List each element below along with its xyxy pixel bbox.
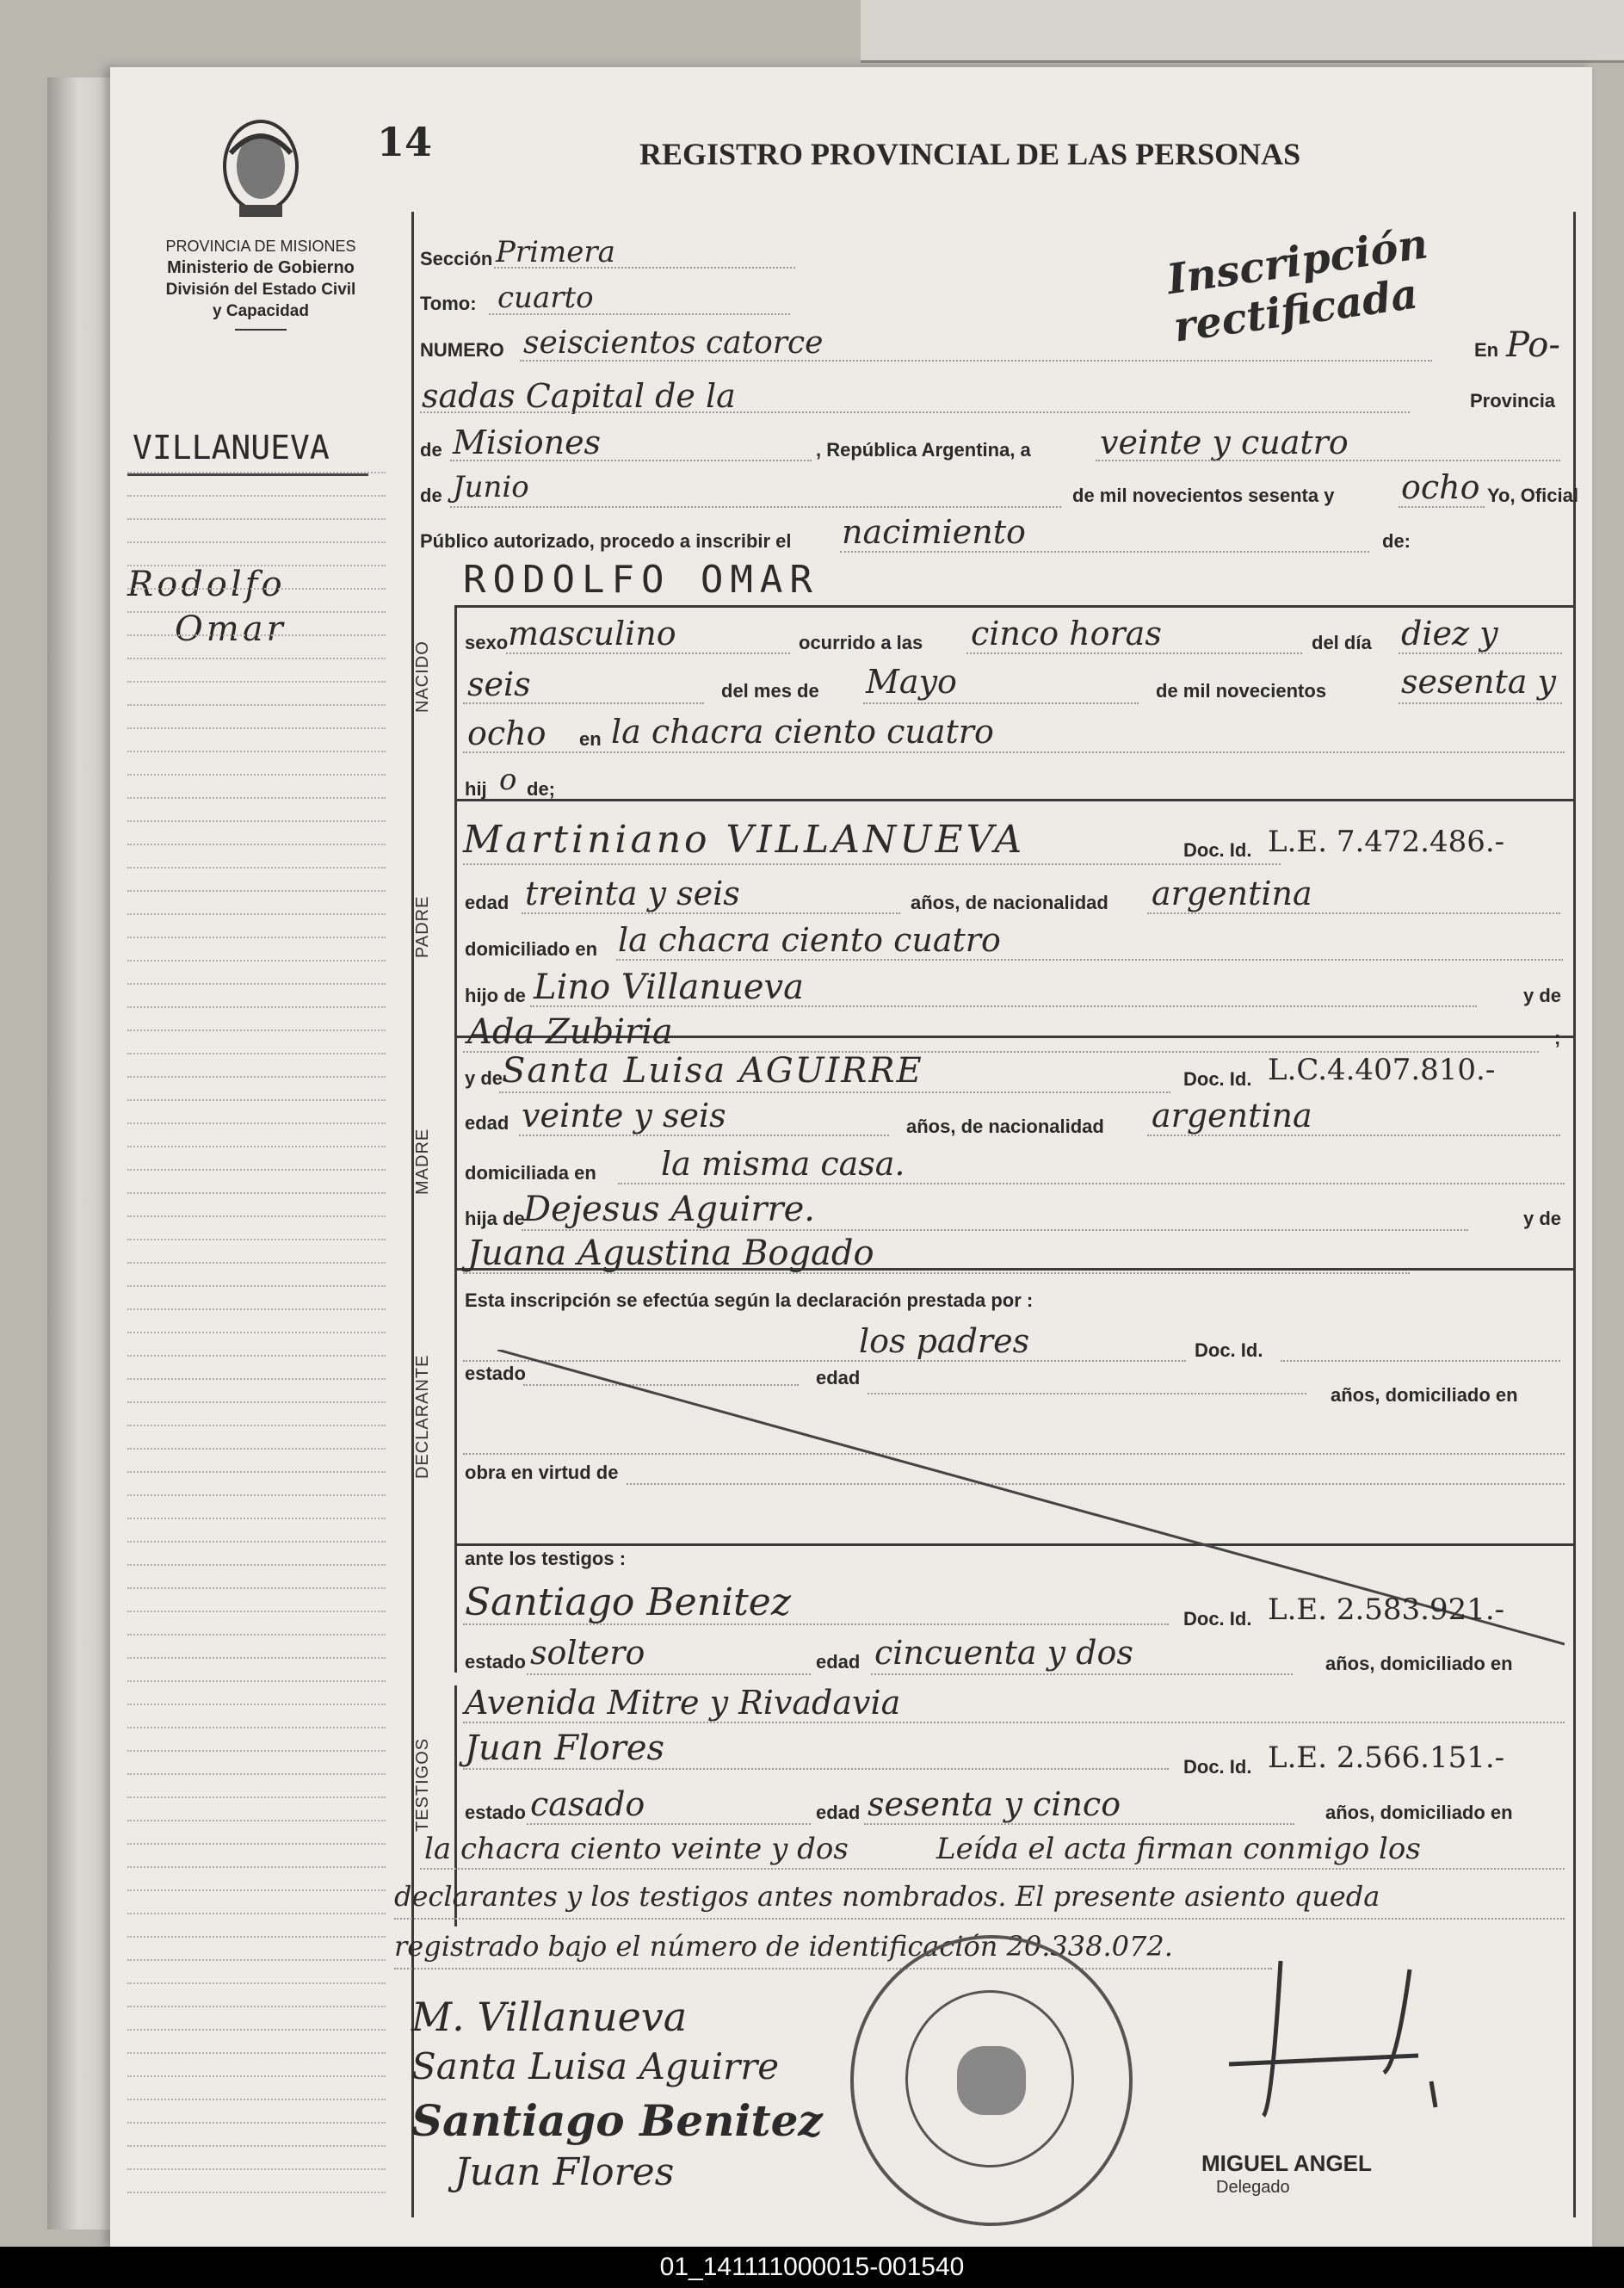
signature-2: Santa Luisa Aguirre [411,2045,780,2087]
margin-rule-line [127,1378,386,1380]
margin-rule-line [127,751,386,752]
margin-rule-line [127,2192,386,2193]
padre-domicilio: la chacra ciento cuatro [618,921,1001,959]
tomo-value: cuarto [497,281,594,315]
anio-nac-value: sesenta y [1401,663,1556,701]
margin-given-name-2: Omar [175,609,287,649]
margin-rule-line [127,960,386,962]
margin-rule-line [127,1796,386,1798]
line2-value: sadas Capital de la [422,377,736,415]
section-label-declarante: DECLARANTE [413,1354,432,1479]
testigo1-doc: L.E. 2.583.921.- [1268,1592,1505,1627]
rectified-note: Inscripción rectificada [1164,220,1431,352]
signature-4: Juan Flores [454,2150,675,2194]
numero-value: seiscientos catorce [523,325,824,361]
division-line: División del Estado Civil [165,281,356,299]
margin-rule-line [127,1913,386,1914]
coat-of-arms-icon [213,119,308,222]
margin-rule-line [127,913,386,915]
margin-rule-line [127,1889,386,1891]
margin-rule-line [127,1704,386,1705]
dia-registro-value: veinte y cuatro [1100,424,1349,461]
margin-rule-line [127,495,386,497]
margin-rule-line [127,1773,386,1775]
margin-rule-line [127,1146,386,1147]
testigo1-domicilio: Avenida Mitre y Rivadavia [465,1684,901,1722]
margin-rule-line [127,2145,386,2147]
padre-doc: L.E. 7.472.486.- [1268,825,1505,859]
margin-rule-line [127,1634,386,1636]
margin-rule-line [127,1843,386,1845]
margin-rule-line [127,2029,386,2031]
margin-rule-line [127,1866,386,1868]
province-block [127,236,394,331]
margin-rule-line [127,658,386,659]
testigo2-edad: sesenta y cinco [868,1785,1121,1823]
anio-nac-value-2: ocho [467,714,546,752]
testigo1-estado: soltero [530,1634,645,1672]
margin-rule-line [127,1750,386,1752]
declaracion-por: los padres [859,1322,1030,1360]
signature-1: M. Villanueva [411,1994,688,2040]
margin-rule-line [127,2052,386,2054]
madre-edad: veinte y seis [522,1097,726,1135]
margin-rule-line [127,1518,386,1519]
section-label-madre: MADRE [413,1128,432,1195]
madre-domicilio: la misma casa. [661,1145,905,1183]
margin-rule-line [127,2099,386,2100]
margin-rule-line [127,2122,386,2124]
form-right-border [1573,212,1576,2217]
capacidad-line: y Capacidad [213,302,309,320]
page-title: REGISTRO PROVINCIAL DE LAS PERSONAS [639,137,1301,171]
margin-rule-line [127,2006,386,2007]
margin-rule-line [127,844,386,845]
margin-rule-line [127,1494,386,1496]
margin-rule-line [127,890,386,892]
section-column [454,605,457,1673]
margin-rule-line [127,1680,386,1682]
acto-value: nacimiento [842,513,1026,551]
margin-rule-line [127,1122,386,1124]
closing-line-1: Leída el acta firman conmigo los [936,1832,1421,1866]
dia-nac-value-2: seis [467,665,531,703]
sexo-value: masculino [508,615,676,652]
seccion-value: Primera [496,235,615,269]
testigo2-domicilio: la chacra ciento veinte y dos [424,1832,849,1866]
margin-rule-line [127,1820,386,1821]
margin-rule-line [127,1076,386,1078]
margin-rule-line [127,774,386,776]
margin-rule-line [127,1425,386,1426]
official-seal [850,1935,1133,2226]
closing-line-3: registrado bajo el número de identificación 20.338.072. [394,1930,1173,1963]
margin-rule-line [127,588,386,590]
margin-rule-line [127,1355,386,1357]
madre-nombre: Santa Luisa AGUIRRE [502,1051,923,1091]
margin-rule-line [127,704,386,706]
provincia-value: Misiones [453,424,602,461]
margin-rule-line [127,1657,386,1659]
padre-padre: Lino Villanueva [534,968,804,1007]
margin-rule-line [127,1587,386,1589]
margin-rule-line [127,1611,386,1612]
margin-rule-line [127,797,386,799]
madre-padre: Dejesus Aguirre. [523,1190,816,1229]
margin-rule-line [127,1099,386,1101]
mes-nac-value: Mayo [866,663,957,701]
margin-rule-line [127,1215,386,1217]
margin-rule-line [127,937,386,938]
margin-rule-line [127,1239,386,1240]
official-signature-icon [1212,1952,1470,2124]
testigo1-edad: cincuenta y dos [874,1634,1133,1672]
margin-rule-line [127,1959,386,1961]
margin-rule-line [127,1541,386,1543]
margin-rule-line [127,1285,386,1287]
margin-rule-line [127,1982,386,1984]
stamp-role: Delegado [1216,2178,1290,2197]
lugar-nac-value: la chacra ciento cuatro [611,713,994,751]
page-number: 14 [377,119,433,165]
testigo1-nombre: Santiago Benitez [465,1580,792,1624]
madre-madre: Juana Agustina Bogado [467,1234,874,1273]
margin-rule-line [127,1448,386,1450]
section-label-nacido: NACIDO [413,640,432,713]
hijo-value: o [499,763,517,797]
margin-given-name-1: Rodolfo [127,565,286,604]
en-value: Po- [1506,325,1560,365]
province-line: PROVINCIA DE MISIONES [165,238,356,255]
folder-tab [861,0,1624,63]
margin-rule-line [127,1401,386,1403]
signature-3: Santiago Benitez [411,2095,823,2146]
margin-rule-line [127,1308,386,1310]
margin-rule-line [127,1169,386,1171]
margin-rule-line [127,1030,386,1031]
padre-madre: Ada Zubiria [467,1012,673,1052]
anio-registro-value: ocho [1401,468,1480,506]
margin-rule-line [127,472,386,473]
margin-rule-line [127,820,386,822]
testigo2-nombre: Juan Flores [465,1728,665,1768]
madre-nacionalidad: argentina [1152,1097,1312,1135]
image-caption: 01_141111000015-001540 [0,2247,1624,2288]
section-label-padre: PADRE [413,895,432,958]
form-left-border [411,212,414,2217]
madre-doc: L.C.4.407.810.- [1268,1053,1496,1087]
margin-rule-line [127,1262,386,1264]
margin-rule-line [127,1332,386,1333]
padre-edad: treinta y seis [525,875,740,912]
ministry-line: Ministerio de Gobierno [167,258,355,277]
margin-rule-line [127,681,386,683]
margin-rule-line [127,2168,386,2170]
margin-rule-line [127,1727,386,1728]
margin-surname: VILLANUEVA [133,429,330,467]
dia-nac-value: diez y [1401,615,1498,652]
register-page: 14 REGISTRO PROVINCIAL DE LAS PERSONAS PROVINCIA DE MISIONES Ministerio de Gobierno División del Estado Civil y Capacidad Inscripción rectificada VILLANUEVA Rodolfo Omar NACIDO PADRE MADRE DECLARANTE TESTIGOS Sección Primera Tomo: cuarto NUMERO seiscientos catorce En Po- sadas Capital de la Provincia de Misiones , República Argentina, a veinte y cuatro de Junio de mil novecientos sesenta y ocho Yo, Oficial Público autorizado, procedo a inscribir el nacimiento de: RODOLFO OMAR sexo masculino ocurrido a las cinco horas del día diez y seis del mes de Mayo de mil novecientos sesenta y ocho en la chacra ciento cuatro hij o de; Martiniano VILLANUEVA Doc. Id. L.E. 7.472.486.- edad treinta y seis años, de nacionalidad argentina domiciliado en la chacra ciento cuatro hijo de Lino Villanueva y de Ada Zubiria ; y de Santa Luisa AGUIRRE Doc. Id. L.C.4.407.810.- edad veinte y seis años, de nacionalidad argentina domiciliada en la misma casa. hija de Dejesus Aguirre. y de Juana Agustina Bogado Esta inscripción se efectúa según la declaración prestada por : los padres Doc. Id. estado edad años, domiciliado en obra en virtud de ante los testigos : Santiago Benitez Doc. Id. L.E. 2.583.921.- estado soltero edad cincuenta y dos años, domiciliado en Avenida Mitre y Rivadavia Juan Flores Doc. Id. L.E. 2.566.151.- estado casado edad sesenta y cinco años, domiciliado en la chacra ciento veinte y dos Leída el acta firman conmigo los declarantes y los testigos antes nombrados. El presente asiento queda registrado bajo el número de identificación 20.338.072. M. Villanueva Santa Luisa Aguirre Santiago Benitez Juan Flores MIGUEL ANGEL Delegado [110,67,1592,2247]
mes-registro-value: Junio [453,470,529,504]
stamp-name: MIGUEL ANGEL [1201,2150,1372,2176]
closing-line-2: declarantes y los testigos antes nombrados. El presente asiento queda [394,1880,1380,1913]
margin-rule-line [127,1564,386,1566]
margin-rule-line [127,565,386,566]
margin-rule-line [127,983,386,985]
margin-rule-line [127,1006,386,1008]
testigo2-doc: L.E. 2.566.151.- [1268,1741,1505,1775]
margin-rule-line [127,1192,386,1194]
margin-rule-line [127,518,386,520]
hora-value: cinco horas [971,615,1162,652]
margin-rule-line [127,727,386,729]
margin-rule-line [127,634,386,636]
padre-nombre: Martiniano VILLANUEVA [463,818,1026,862]
section-label-testigos: TESTIGOS [413,1737,432,1832]
margin-rule-line [127,2075,386,2077]
testigo2-estado: casado [530,1785,645,1823]
padre-nacionalidad: argentina [1152,875,1312,912]
declaracion-text: Esta inscripción se efectúa según la declaración prestada por : [465,1289,1034,1311]
margin-rule-line [127,1053,386,1054]
margin-rule-line [127,1471,386,1473]
margin-rule-line [127,611,386,613]
margin-rule-line [127,1936,386,1938]
margin-rule-line [127,867,386,869]
nacido-nombre: RODOLFO OMAR [463,558,819,602]
margin-rule-line [127,541,386,543]
